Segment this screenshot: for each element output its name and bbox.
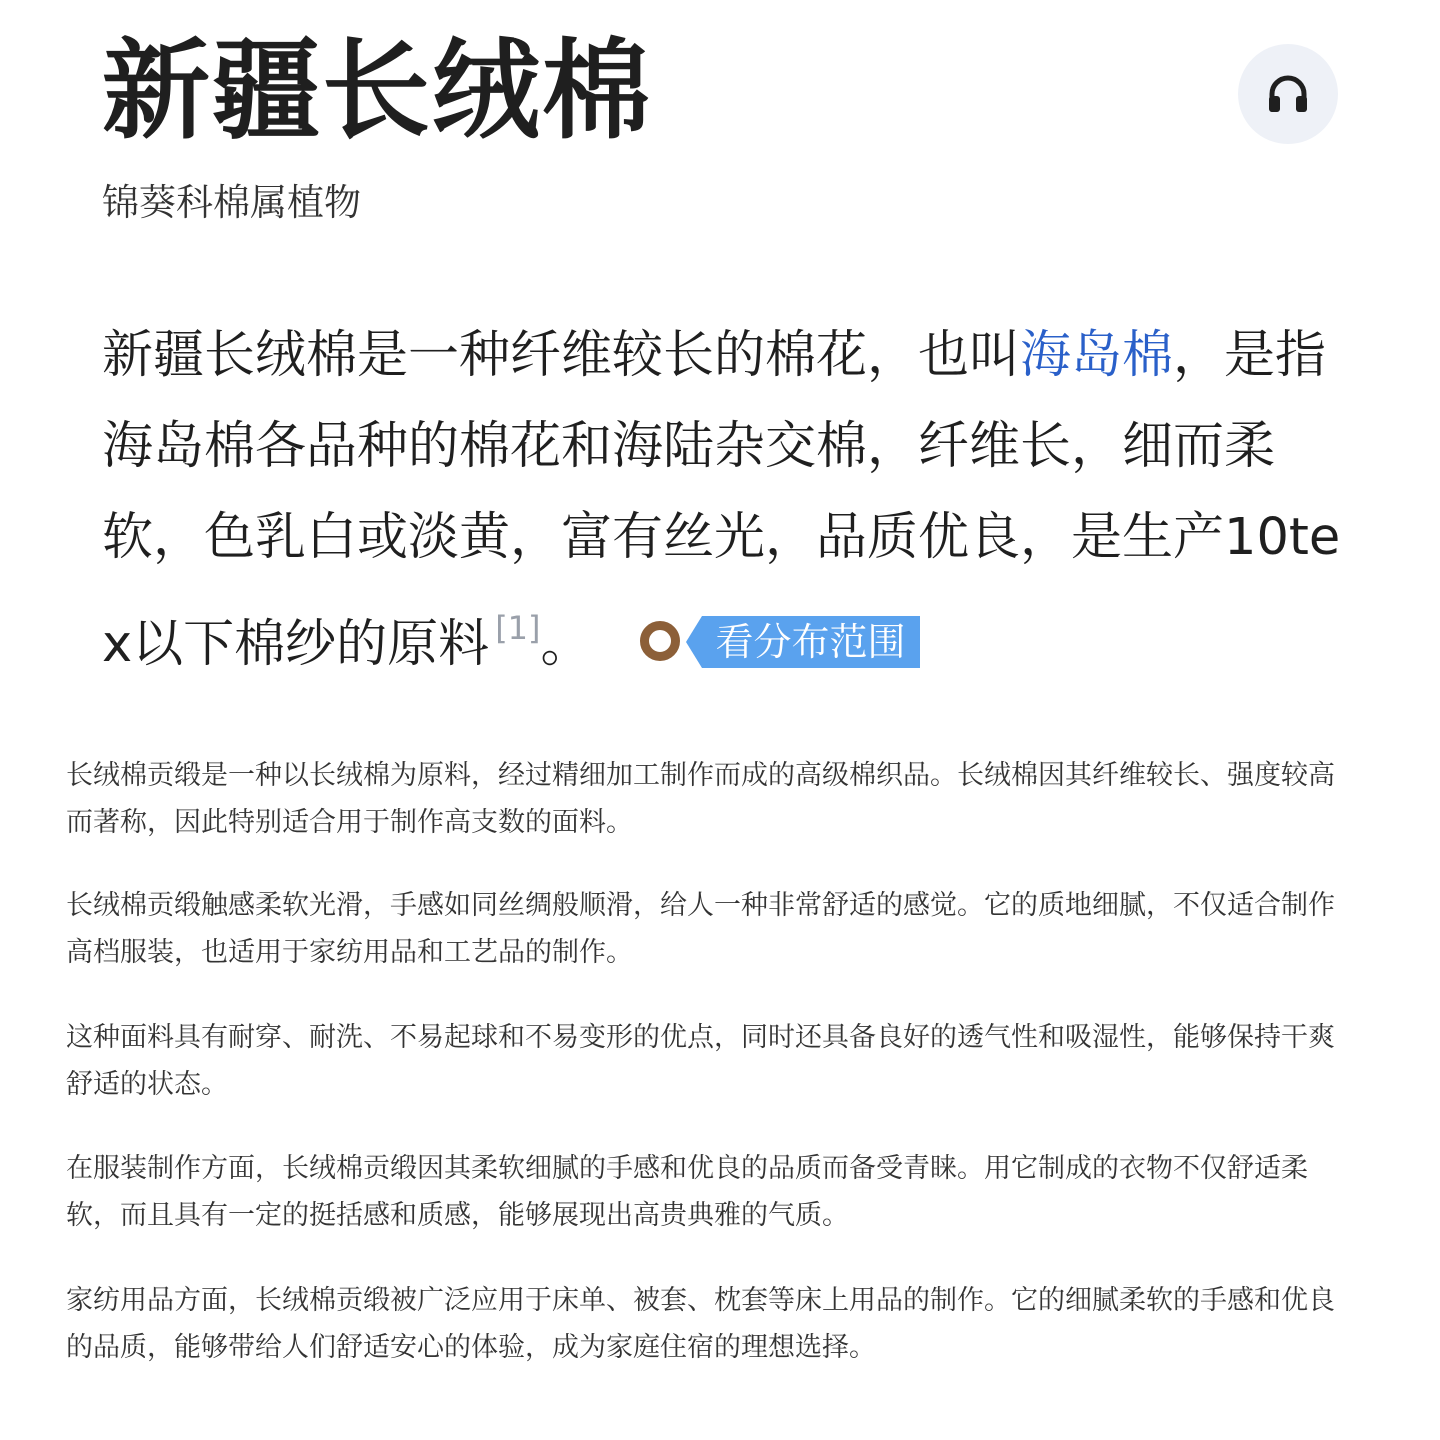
body-paragraph: 这种面料具有耐穿、耐洗、不易起球和不易变形的优点，同时还具备良好的透气性和吸湿性，能够保持干爽舒适的状态。 — [66, 1022, 1335, 1100]
summary-paragraph — [102, 310, 1342, 690]
page-subtitle: 锦葵科棉属植物 — [102, 181, 361, 224]
body-paragraph: 在服装制作方面，长绒棉贡缎因其柔软细腻的手感和优良的品质而备受青睐。用它制成的衣物不仅舒适柔软，而且具有一定的挺括感和质感，能够展现出高贵典雅的气质。 — [66, 1153, 1308, 1231]
haidaomian-link[interactable]: 海岛棉 — [1020, 326, 1174, 385]
ring-icon — [640, 621, 680, 661]
summary-text-rest: ，是指海岛棉各品种的棉花和海陆杂交棉，纤维长，细而柔软，色乳白或淡黄，富有丝光，品质优良，是生产10tex以下棉纱的原料 — [102, 326, 1341, 674]
citation-link[interactable]: [1] — [495, 609, 541, 647]
distribution-range-button[interactable]: 看分布范围 — [702, 616, 920, 668]
headphones-icon — [1264, 70, 1312, 118]
audio-play-button[interactable] — [1238, 44, 1338, 144]
summary-text-start: 新疆长绒棉是一种纤维较长的棉花，也叫 — [102, 326, 1021, 385]
body-paragraph: 长绒棉贡缎触感柔软光滑，手感如同丝绸般顺滑，给人一种非常舒适的感觉。它的质地细腻，不仅适合制作高档服装，也适用于家纺用品和工艺品的制作。 — [66, 890, 1335, 968]
summary-end-punct: 。 — [540, 615, 592, 674]
body-paragraph: 家纺用品方面，长绒棉贡缎被广泛应用于床单、被套、枕套等床上用品的制作。它的细腻柔软的手感和优良的品质，能够带给人们舒适安心的体验，成为家庭住宿的理想选择。 — [66, 1285, 1335, 1363]
page-title: 新疆长绒棉 — [102, 29, 653, 154]
body-paragraph: 长绒棉贡缎是一种以长绒棉为原料，经过精细加工制作而成的高级棉织品。长绒棉因其纤维较长、强度较高而著称，因此特别适合用于制作高支数的面料。 — [66, 760, 1335, 838]
